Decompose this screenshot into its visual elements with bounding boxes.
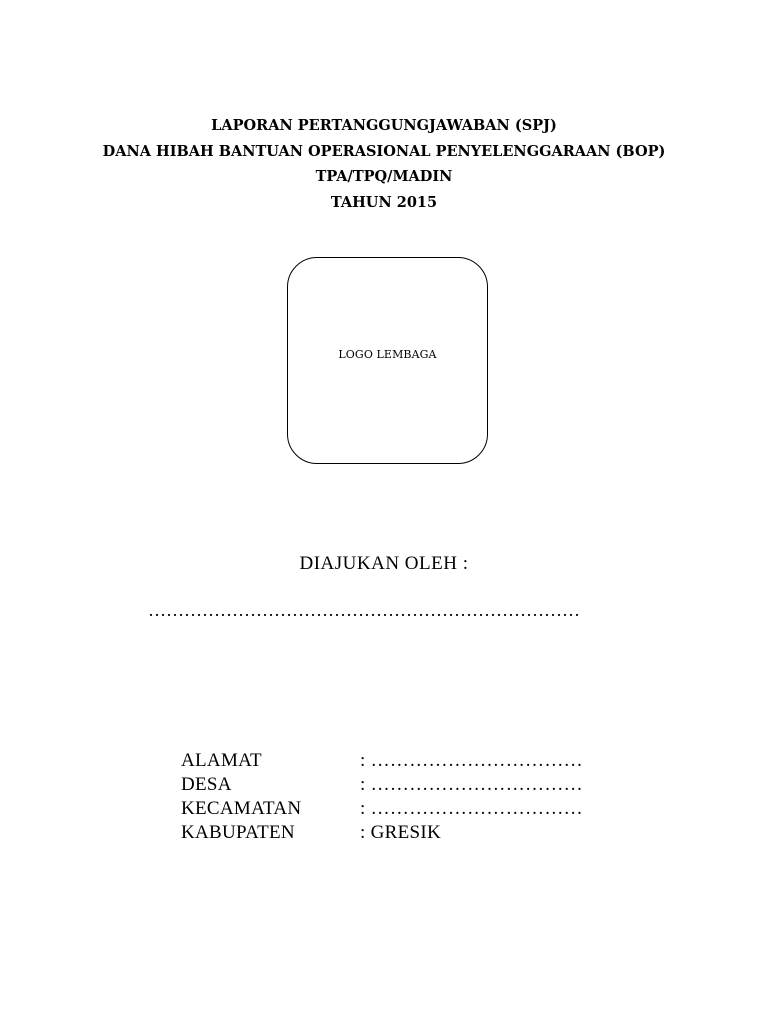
detail-label: KABUPATEN xyxy=(181,822,295,843)
title-line-year: TAHUN 2015 xyxy=(330,193,438,211)
detail-row-kecamatan xyxy=(181,797,620,821)
detail-row-kabupaten xyxy=(181,821,620,845)
detail-row-alamat xyxy=(181,749,620,773)
title-line-institution-type: TPA/TPQ/MADIN xyxy=(315,168,453,185)
detail-value: : GRESIK xyxy=(360,822,442,843)
title-line-grant: DANA HIBAH BANTUAN OPERASIONAL PENYELENGGARAAN (BOP) xyxy=(102,142,666,160)
detail-label: DESA xyxy=(181,774,232,795)
document-title xyxy=(0,113,768,215)
submitter-name-blank: ……………………………………………………………… xyxy=(148,600,580,620)
detail-value: : …………………………… xyxy=(360,798,583,819)
detail-row-desa xyxy=(181,773,620,797)
detail-label: ALAMAT xyxy=(181,750,262,771)
detail-value: : …………………………… xyxy=(360,774,583,795)
address-details xyxy=(181,749,620,845)
logo-placeholder-label: LOGO LEMBAGA xyxy=(338,348,437,361)
logo-placeholder-box xyxy=(287,257,488,464)
title-line-report: LAPORAN PERTANGGUNGJAWABAN (SPJ) xyxy=(211,117,557,134)
detail-value: : …………………………… xyxy=(360,750,583,771)
detail-label: KECAMATAN xyxy=(181,798,302,819)
submitted-by-heading: DIAJUKAN OLEH : xyxy=(299,553,469,574)
